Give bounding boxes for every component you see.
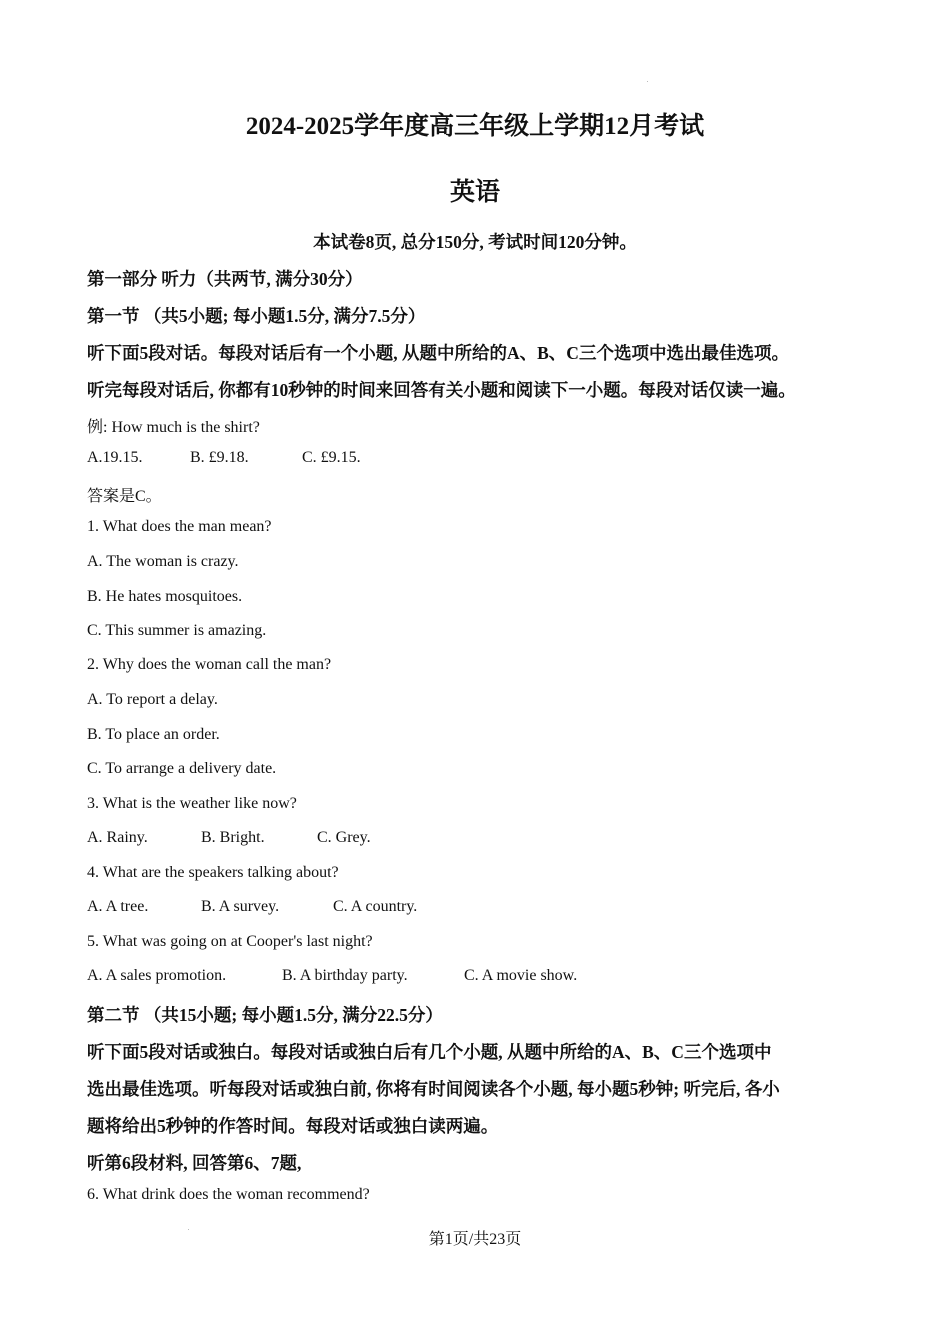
exam-title: 2024-2025学年度高三年级上学期12月考试 [245, 113, 705, 140]
option-b: B. Bright. [201, 829, 265, 846]
question-2-option-c: C. To arrange a delivery date. [87, 760, 277, 777]
part1-heading: 第一部分 听力（共两节, 满分30分） [87, 269, 363, 289]
question-1-option-a: A. The woman is crazy. [87, 553, 239, 570]
example-options [87, 449, 361, 467]
option-a: A. A sales promotion. [87, 967, 227, 984]
option-a: A.19.15. [87, 449, 143, 466]
option-c: C. Grey. [317, 829, 371, 846]
option-a: A. Rainy. [87, 829, 148, 846]
question-2: 2. Why does the woman call the man? [87, 656, 332, 673]
section2-instruction: 选出最佳选项。听每段对话或独白前, 你将有时间阅读各个小题, 每小题5秒钟; 听完后, 各小 [87, 1079, 780, 1099]
section1-instruction: 听完每段对话后, 你都有10秒钟的时间来回答有关小题和阅读下一小题。每段对话仅读一遍。 [87, 380, 796, 400]
scan-speck [647, 81, 648, 82]
option-c: C. A movie show. [464, 967, 578, 984]
option-a: A. A tree. [87, 898, 149, 915]
option-c: C. A country. [333, 898, 418, 915]
example-question: 例: How much is the shirt? [87, 419, 260, 436]
page-number: 第1页/共23页 [428, 1231, 522, 1248]
question-5-options [87, 967, 577, 985]
question-2-option-a: A. To report a delay. [87, 691, 218, 708]
question-3-options [87, 829, 371, 847]
question-2-option-b: B. To place an order. [87, 726, 220, 743]
exam-info: 本试卷8页, 总分150分, 考试时间120分钟。 [313, 232, 637, 252]
question-1-option-b: B. He hates mosquitoes. [87, 588, 243, 605]
section1-heading: 第一节 （共5小题; 每小题1.5分, 满分7.5分） [87, 306, 426, 326]
question-1: 1. What does the man mean? [87, 518, 272, 535]
question-5: 5. What was going on at Cooper's last night? [87, 933, 373, 950]
material-note: 听第6段材料, 回答第6、7题, [87, 1153, 302, 1173]
section2-instruction: 题将给出5秒钟的作答时间。每段对话或独白读两遍。 [87, 1116, 499, 1136]
option-c: C. £9.15. [302, 449, 361, 466]
option-b: B. A birthday party. [282, 967, 408, 984]
section2-instruction: 听下面5段对话或独白。每段对话或独白后有几个小题, 从题中所给的A、B、C三个选项中 [87, 1042, 772, 1062]
option-b: B. A survey. [201, 898, 280, 915]
section2-heading: 第二节 （共15小题; 每小题1.5分, 满分22.5分） [87, 1005, 443, 1025]
exam-subject: 英语 [449, 179, 500, 206]
option-b: B. £9.18. [190, 449, 249, 466]
question-6: 6. What drink does the woman recommend? [87, 1186, 370, 1203]
section1-instruction: 听下面5段对话。每段对话后有一个小题, 从题中所给的A、B、C三个选项中选出最佳选项。 [87, 343, 789, 363]
question-3: 3. What is the weather like now? [87, 795, 297, 812]
question-4: 4. What are the speakers talking about? [87, 864, 339, 881]
example-answer: 答案是C。 [87, 488, 162, 505]
question-1-option-c: C. This summer is amazing. [87, 622, 267, 639]
question-4-options [87, 898, 417, 916]
